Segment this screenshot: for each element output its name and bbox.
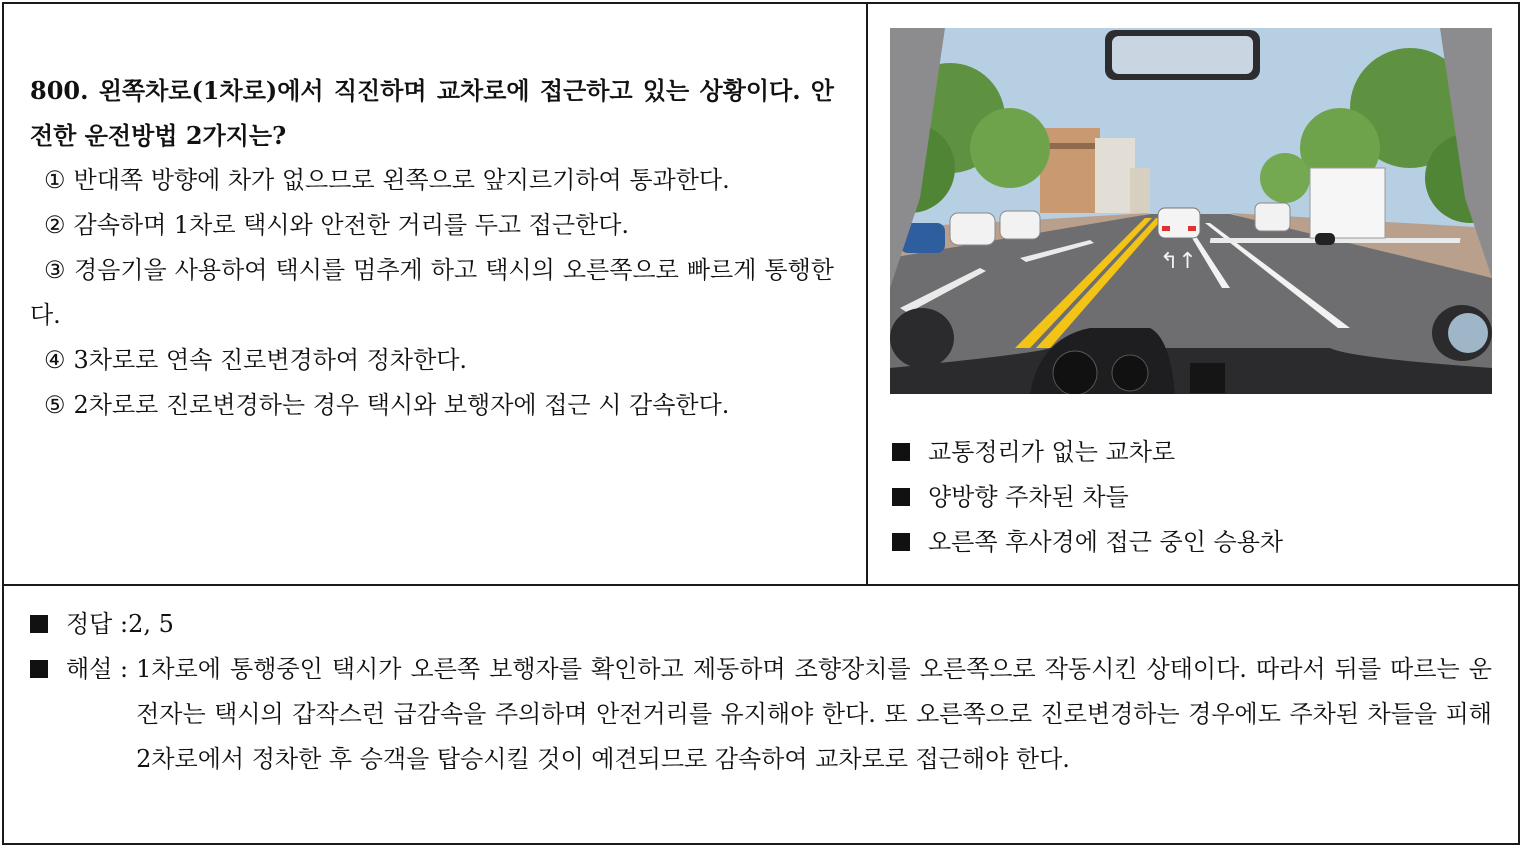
- horizontal-divider: [4, 584, 1518, 586]
- explanation-row: [30, 647, 1492, 782]
- option-4: [30, 338, 834, 383]
- note-item: [892, 475, 1283, 520]
- bullet-square-icon: [892, 488, 910, 506]
- option-text: 반대쪽 방향에 차가 없으므로 왼쪽으로 앞지르기하여 통과한다.: [73, 166, 730, 194]
- explanation-label: 해설 :: [66, 655, 129, 683]
- speedometer: [1053, 351, 1097, 394]
- note-text: 양방향 주차된 차들: [928, 483, 1129, 511]
- side-mirror-left: [890, 308, 954, 368]
- tree-left-2: [970, 108, 1050, 188]
- note-item: [892, 430, 1283, 475]
- question-number: 800.: [30, 76, 89, 105]
- taxi-taillight-left: [1162, 226, 1170, 231]
- truck-wheel: [1315, 233, 1335, 245]
- answer-section: [30, 602, 1492, 782]
- option-number: ①: [44, 166, 66, 194]
- question-title: [30, 68, 834, 158]
- note-text: 교통정리가 없는 교차로: [928, 438, 1176, 466]
- scene-svg: [890, 28, 1492, 394]
- option-3: [30, 248, 834, 338]
- bullet-square-icon: [892, 533, 910, 551]
- option-text: 2차로로 진로변경하는 경우 택시와 보행자에 접근 시 감속한다.: [73, 391, 730, 419]
- option-number: ②: [44, 211, 66, 239]
- vertical-divider: [866, 4, 868, 584]
- taxi-taillight-right: [1188, 226, 1196, 231]
- question-block: [30, 68, 834, 428]
- option-1: [30, 158, 834, 203]
- question-text: 왼쪽차로(1차로)에서 직진하며 교차로에 접근하고 있는 상황이다. 안전한 운전방법 2가지는?: [30, 76, 834, 150]
- stop-line: [1210, 238, 1461, 243]
- option-text: 경음기을 사용하여 택시를 멈추게 하고 택시의 오른쪽으로 빠르게 통행한다.: [30, 256, 834, 329]
- car-right: [1255, 203, 1290, 231]
- option-text: 감속하며 1차로 택시와 안전한 거리를 두고 접근한다.: [73, 211, 630, 239]
- answer-row: [30, 602, 1492, 647]
- parked-car-white-1: [950, 213, 995, 245]
- bullet-square-icon: [892, 443, 910, 461]
- option-number: ⑤: [44, 391, 66, 419]
- option-number: ③: [44, 256, 66, 284]
- note-item: [892, 520, 1283, 565]
- building-white: [1095, 138, 1135, 213]
- option-2: [30, 203, 834, 248]
- answer-label: 정답 :: [66, 610, 129, 638]
- lane-arrow-marking: ↰↑: [1160, 249, 1197, 274]
- answer-value: 2, 5: [128, 610, 174, 638]
- center-screen: [1190, 363, 1225, 393]
- side-mirror-right-glass: [1448, 313, 1488, 353]
- option-number: ④: [44, 346, 66, 374]
- bullet-square-icon: [30, 660, 48, 678]
- parked-car-white-2: [1000, 211, 1040, 239]
- tachometer: [1112, 355, 1148, 391]
- situation-notes: [892, 430, 1283, 565]
- bullet-square-icon: [30, 615, 48, 633]
- rear-view-mirror-glass: [1112, 36, 1253, 74]
- driver-view-illustration: [890, 28, 1492, 394]
- building-stripe: [1045, 143, 1095, 149]
- explanation-text: 1차로에 통행중인 택시가 오른쪽 보행자를 확인하고 제동하며 조향장치를 오른쪽으로 작동시킨 상태이다. 따라서 뒤를 따르는 운전자는 택시의 갑작스런 급감속을 주의하며 안전거리를 유지해야 한다. 또 오른쪽으로 진로변경하는 경우에도 주차된 차들을 피해 2차로에서 정차한 후 승객을 탑승시킬 것이 예견되므로 감속하여 교차로로 접근해야 한다.: [136, 655, 1492, 773]
- note-text: 오른쪽 후사경에 접근 중인 승용차: [928, 528, 1284, 556]
- tree-right-4: [1260, 153, 1310, 203]
- building-small: [1130, 168, 1150, 213]
- truck-box: [1310, 168, 1385, 238]
- option-5: [30, 383, 834, 428]
- option-text: 3차로로 연속 진로변경하여 정차한다.: [73, 346, 468, 374]
- taxi-ahead: [1158, 208, 1200, 238]
